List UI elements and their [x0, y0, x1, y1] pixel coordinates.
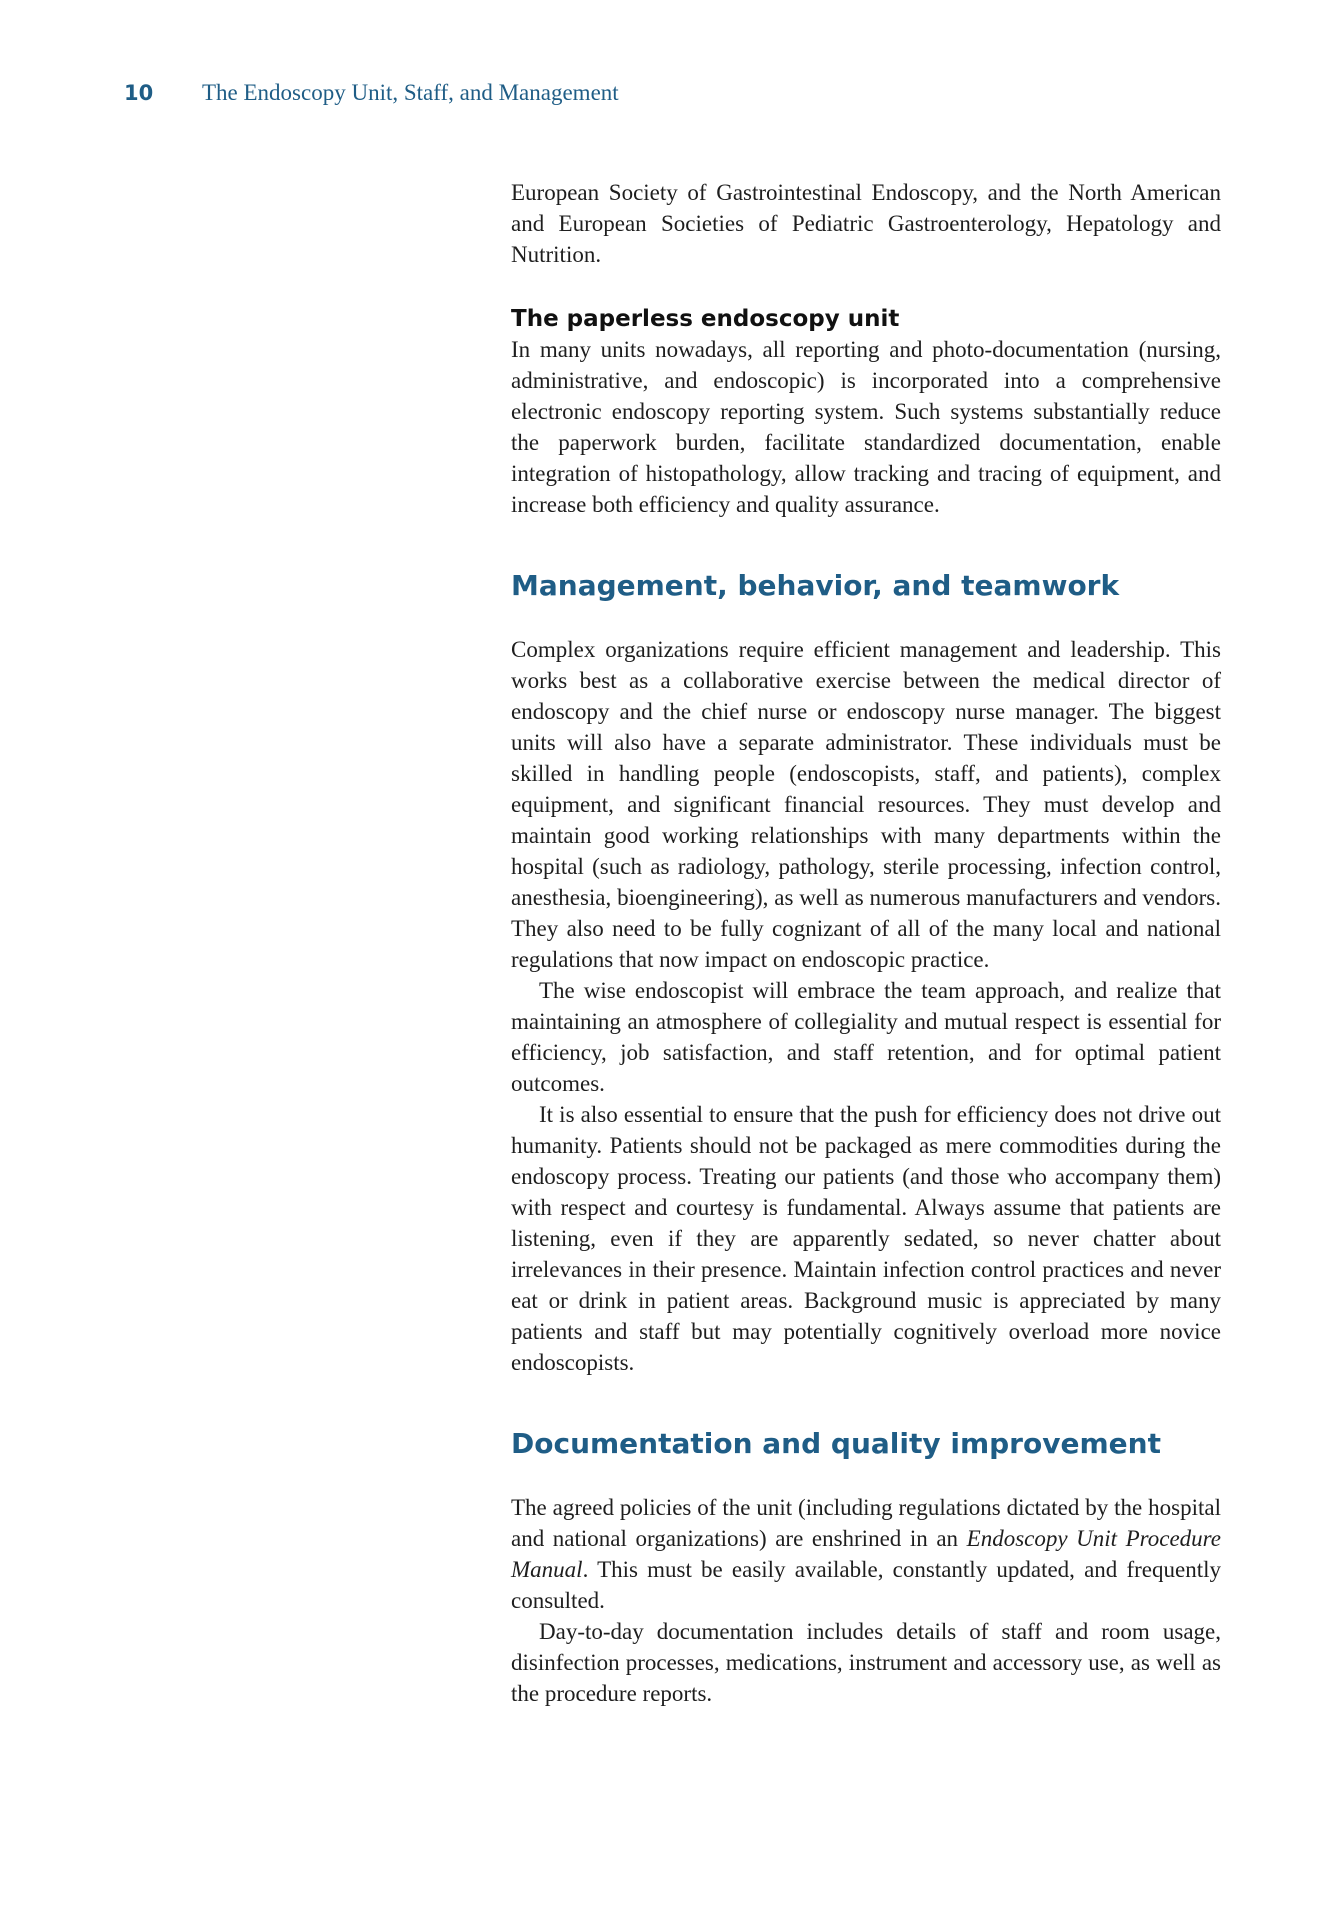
management-paragraph-3: It is also essential to ensure that the push for efficiency does not drive out humanity. Patients should not be packaged as mere commodities during the endoscopy process. Treating our patients (and those who accompany them) with respect and courtesy is fundamental. Always assume that patients are listening, even if they are apparently sedated, so never chatter about irrelevances in their presence. Maintain infection control practices and never eat or drink in patient areas. Background music is appreciated by many patients and staff but may potentially cognitively overload more novice endoscopists. — [511, 1102, 1221, 1375]
paperless-heading: The paperless endoscopy unit — [511, 306, 900, 332]
documentation-heading: Documentation and quality improvement — [511, 1427, 1161, 1460]
main-column — [511, 177, 1221, 1709]
intro-paragraph: European Society of Gastrointestinal Endoscopy, and the North American and European Societies of Pediatric Gastroenterology, Hepatology and Nutrition. — [511, 180, 1221, 267]
management-paragraph-1: Complex organizations require efficient management and leadership. This works best as a collaborative exercise between the medical director of endoscopy and the chief nurse or endoscopy nurse manager. The biggest units will also have a separate administrator. These individuals must be skilled in handling people (endoscopists, staff, and patients), complex equipment, and significant financial resources. They must develop and maintain good working relationships with many departments within the hospital (such as radiology, pathology, sterile processing, infection control, anesthesia, bioengineering), as well as numerous manufacturers and vendors. They also need to be fully cognizant of all of the many local and national regulations that now impact on endoscopic practice. — [511, 637, 1221, 972]
documentation-paragraph-1 — [511, 1492, 1221, 1616]
running-title: The Endoscopy Unit, Staff, and Management — [202, 80, 619, 105]
procedure-manual-title: Endoscopy Unit Procedure Manual — [511, 1526, 1221, 1582]
management-paragraph-2: The wise endoscopist will embrace the team approach, and realize that maintaining an atmosphere of collegiality and mutual respect is essential for efficiency, job satisfaction, and staff retention, and for optimal patient outcomes. — [511, 978, 1221, 1096]
documentation-paragraph-2: Day-to-day documentation includes details of staff and room usage, disinfection processes, medications, instrument and accessory use, as well as the procedure reports. — [511, 1619, 1221, 1706]
documentation-p1-end: . This must be easily available, constantly updated, and frequently consulted. — [511, 1557, 1221, 1613]
paperless-paragraph: In many units nowadays, all reporting and photo-documentation (nursing, administrative, and endoscopic) is incorporated into a comprehensive electronic endoscopy reporting system. Such systems substantially reduce the paperwork burden, facilitate standardized documentation, enable integration of histopathology, allow tracking and tracing of equipment, and increase both efficiency and quality assurance. — [511, 337, 1221, 517]
management-heading: Management, behavior, and teamwork — [511, 569, 1120, 602]
page-number: 10 — [124, 81, 154, 105]
documentation-p1-start: The agreed policies of the unit (including regulations dictated by the hospital and national organizations) are enshrined in an — [511, 1495, 1221, 1551]
running-head — [124, 78, 619, 109]
